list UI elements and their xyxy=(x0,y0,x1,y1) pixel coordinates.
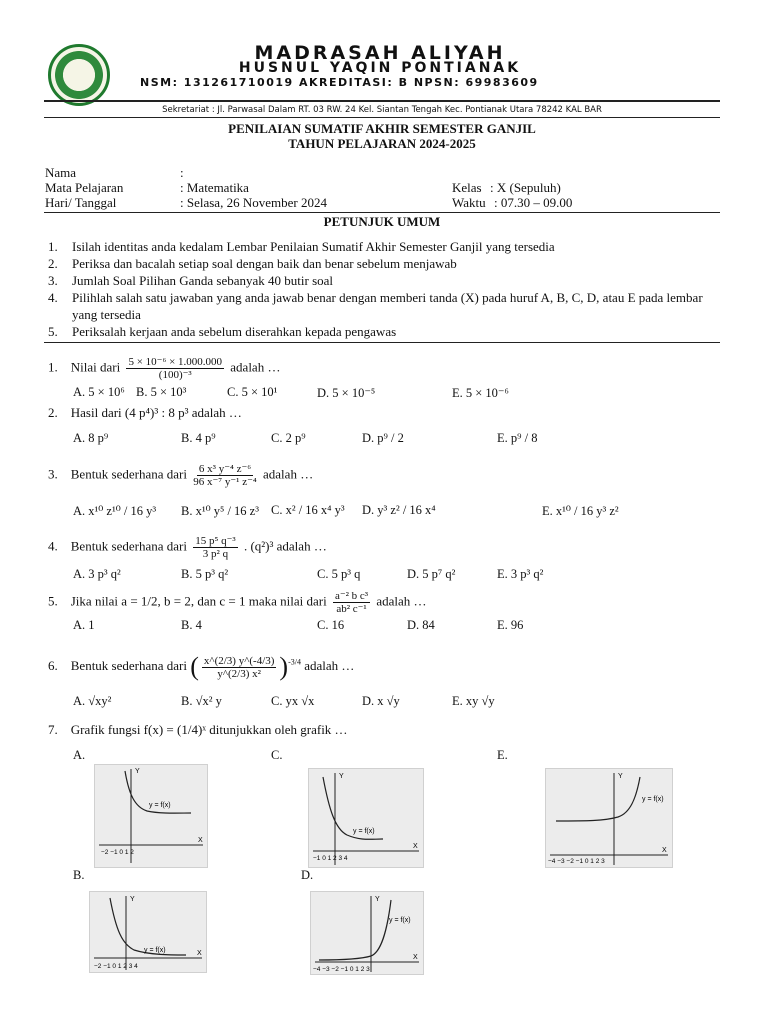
waktu-value: : 07.30 – 09.00 xyxy=(494,195,573,210)
question-text: Nilai dari xyxy=(70,359,121,375)
hari-value: : Selasa, 26 November 2024 xyxy=(180,195,327,210)
instruction-item xyxy=(48,255,720,272)
instructions-list xyxy=(48,238,720,340)
question-text-end: adalah … xyxy=(376,593,427,609)
svg-text:Y: Y xyxy=(135,768,140,775)
option-a[interactable]: A. 3 p³ q² xyxy=(73,567,121,581)
exam-year: TAHUN PELAJARAN 2024-2025 xyxy=(288,136,476,151)
instructions-divider xyxy=(44,342,720,343)
right-paren: ) xyxy=(279,652,289,681)
option-d[interactable]: D. 84 xyxy=(407,618,435,632)
graph-e[interactable] xyxy=(545,768,673,868)
option-e[interactable]: E. 96 xyxy=(497,618,524,632)
svg-text:Y: Y xyxy=(339,773,344,780)
left-paren: ( xyxy=(190,652,199,681)
fraction xyxy=(202,655,277,680)
option-e[interactable]: E. 5 × 10⁻⁶ xyxy=(452,386,509,400)
option-c[interactable]: C. 2 p⁹ xyxy=(271,431,306,445)
svg-text:X: X xyxy=(413,843,418,850)
exponent: -3/4 xyxy=(288,657,301,667)
svg-text:X: X xyxy=(198,837,203,844)
svg-text:X: X xyxy=(662,847,667,854)
fraction-denominator: ab² c⁻¹ xyxy=(336,603,367,615)
instruction-number: 5. xyxy=(48,324,58,339)
option-a[interactable]: A. 8 p⁹ xyxy=(73,431,109,445)
graph-a[interactable] xyxy=(94,764,208,868)
question-number: 7. xyxy=(48,722,58,737)
fraction-denominator: (100)⁻³ xyxy=(158,369,192,381)
curve xyxy=(319,900,391,960)
option-d[interactable]: D. x √y xyxy=(362,694,400,708)
svg-text:Y: Y xyxy=(375,896,380,903)
option-a[interactable]: A. 1 xyxy=(73,618,95,632)
option-b[interactable]: B. x¹⁰ y⁵ / 16 z³ xyxy=(181,504,259,518)
option-b[interactable]: B. 4 xyxy=(181,618,202,632)
svg-text:−4 −3 −2 −1 0 1 2 3: −4 −3 −2 −1 0 1 2 3 xyxy=(548,858,605,865)
svg-text:−1 0 1 2 3 4: −1 0 1 2 3 4 xyxy=(313,855,348,862)
instruction-item xyxy=(48,238,720,255)
question-text: Jika nilai a = 1/2, b = 2, dan c = 1 maka nilai dari xyxy=(70,593,327,609)
option-b[interactable]: B. 5 × 10³ xyxy=(136,385,187,399)
question-6 xyxy=(48,652,354,682)
option-a[interactable]: A. 5 × 10⁶ xyxy=(73,385,125,399)
question-number: 3. xyxy=(48,466,58,482)
curve-label: y = f(x) xyxy=(642,796,664,803)
question-text: Bentuk sederhana dari xyxy=(70,538,187,554)
question-5 xyxy=(48,590,427,615)
instruction-item xyxy=(48,272,720,289)
instructions-heading: PETUNJUK UMUM xyxy=(323,214,441,229)
instruction-text: Isilah identitas anda kedalam Lembar Penilaian Sumatif Akhir Semester Ganjil yang tersedia xyxy=(72,239,555,254)
svg-text:Y: Y xyxy=(130,896,135,903)
school-registration: NSM: 131261710019 AKREDITASI: B NPSN: 69983609 xyxy=(140,76,539,89)
option-b[interactable]: B. √x² y xyxy=(181,694,222,708)
question-text: Grafik fungsi f(x) = (1/4)ˣ ditunjukkan oleh grafik … xyxy=(70,722,348,737)
option-a[interactable]: A. √xy² xyxy=(73,694,112,708)
question-text-end: . (q²)³ adalah … xyxy=(243,538,327,554)
question-1 xyxy=(48,356,280,381)
option-c[interactable]: C. yx √x xyxy=(271,694,315,708)
curve-label: y = f(x) xyxy=(144,947,166,954)
mapel-value: : Matematika xyxy=(180,180,249,195)
question-text: Hasil dari (4 p⁴)³ : 8 p³ adalah … xyxy=(70,405,242,420)
curve-label: y = f(x) xyxy=(353,828,375,835)
curve xyxy=(556,777,640,821)
question-number: 1. xyxy=(48,359,58,375)
curve-label: y = f(x) xyxy=(149,802,171,809)
question-number: 6. xyxy=(48,657,58,673)
mapel-label: Mata Pelajaran xyxy=(45,180,124,195)
instruction-text: Jumlah Soal Pilihan Ganda sebanyak 40 butir soal xyxy=(72,273,334,288)
school-logo xyxy=(48,44,110,106)
question-2 xyxy=(48,405,242,421)
graph-b[interactable] xyxy=(89,891,207,973)
instruction-number: 4. xyxy=(48,290,58,305)
school-name-line2: HUSNUL YAQIN PONTIANAK xyxy=(238,60,522,76)
option-c[interactable]: C. 16 xyxy=(317,618,345,632)
instruction-number: 3. xyxy=(48,273,58,288)
graph-c[interactable] xyxy=(308,768,424,868)
question-7 xyxy=(48,722,348,738)
svg-text:−2 −1 0 1 2: −2 −1 0 1 2 xyxy=(101,849,134,856)
option-d[interactable]: D. y³ z² / 16 x⁴ xyxy=(362,503,436,517)
fraction xyxy=(193,535,237,560)
option-e[interactable]: E. p⁹ / 8 xyxy=(497,431,538,445)
graph-label-d[interactable]: D. xyxy=(301,868,314,882)
graph-label-e[interactable]: E. xyxy=(497,748,508,762)
question-text: Bentuk sederhana dari xyxy=(70,466,187,482)
question-text-end: adalah … xyxy=(304,657,355,673)
option-c[interactable]: C. 5 × 10¹ xyxy=(227,385,278,399)
school-address: Sekretariat : Jl. Parwasal Dalam RT. 03 RW. 24 Kel. Siantan Tengah Kec. Pontianak Utara 78242 KAL BAR xyxy=(162,105,602,115)
option-e[interactable]: E. xy √y xyxy=(452,694,495,708)
fraction-numerator: x^(2/3) y^(-4/3) xyxy=(203,654,275,667)
fraction-denominator: 96 x⁻⁷ y⁻¹ z⁻⁴ xyxy=(193,476,257,488)
header-divider xyxy=(44,100,720,102)
hari-label: Hari/ Tanggal xyxy=(45,195,117,210)
fraction-numerator: 15 p⁵ q⁻³ xyxy=(195,535,236,547)
instruction-item xyxy=(48,289,720,323)
svg-text:Y: Y xyxy=(618,773,623,780)
svg-text:X: X xyxy=(197,950,202,957)
nama-value: : xyxy=(180,165,184,180)
option-d[interactable]: D. 5 p⁷ q² xyxy=(407,567,456,581)
kelas-value: : X (Sepuluh) xyxy=(490,180,561,195)
question-text-end: adalah … xyxy=(263,466,314,482)
svg-text:−4 −3 −2 −1 0 1 2 3: −4 −3 −2 −1 0 1 2 3 xyxy=(313,966,370,973)
instruction-text: Pilihlah salah satu jawaban yang anda jawab benar dengan memberi tanda (X) pada huruf A, B, C, D, atau E pada lembar yang tersedia xyxy=(72,290,703,322)
option-e[interactable]: E. 3 p³ q² xyxy=(497,567,544,581)
curve-label: y = f(x) xyxy=(389,917,411,924)
fraction-numerator: a⁻² b c³ xyxy=(334,590,369,602)
graph-label-c[interactable]: C. xyxy=(271,748,283,762)
waktu-label: Waktu xyxy=(452,195,486,210)
option-c[interactable]: C. 5 p³ q xyxy=(317,567,361,581)
address-divider xyxy=(44,117,720,118)
option-d[interactable]: D. p⁹ / 2 xyxy=(362,431,404,445)
question-number: 4. xyxy=(48,538,58,554)
graph-label-a[interactable]: A. xyxy=(73,748,86,762)
instruction-number: 2. xyxy=(48,256,58,271)
graph-d[interactable] xyxy=(310,891,424,975)
question-3 xyxy=(48,463,313,488)
kelas-label: Kelas xyxy=(452,180,482,195)
question-4 xyxy=(48,535,327,560)
fraction-denominator: y^(2/3) x² xyxy=(217,667,261,680)
svg-text:X: X xyxy=(413,954,418,961)
identity-divider xyxy=(44,212,720,213)
instruction-item xyxy=(48,323,720,340)
fraction xyxy=(126,356,224,381)
instruction-text: Periksa dan bacalah setiap soal dengan baik dan benar sebelum menjawab xyxy=(72,256,457,271)
nama-label: Nama xyxy=(45,165,77,180)
fraction xyxy=(333,590,370,615)
option-a[interactable]: A. x¹⁰ z¹⁰ / 16 y³ xyxy=(73,504,157,518)
question-number: 5. xyxy=(48,593,58,609)
question-text: Bentuk sederhana dari xyxy=(70,657,187,673)
option-b[interactable]: B. 4 p⁹ xyxy=(181,431,216,445)
exam-title: PENILAIAN SUMATIF AKHIR SEMESTER GANJIL xyxy=(228,121,536,136)
option-b[interactable]: B. 5 p³ q² xyxy=(181,567,229,581)
question-text-end: adalah … xyxy=(230,359,281,375)
graph-label-b[interactable]: B. xyxy=(73,868,85,882)
instruction-number: 1. xyxy=(48,239,58,254)
instruction-text: Periksalah kerjaan anda sebelum diserahkan kepada pengawas xyxy=(72,324,397,339)
option-d[interactable]: D. 5 × 10⁻⁵ xyxy=(317,386,376,400)
fraction-numerator: 6 x³ y⁻⁴ z⁻⁶ xyxy=(198,463,252,475)
option-c[interactable]: C. x² / 16 x⁴ y³ xyxy=(271,503,345,517)
question-number: 2. xyxy=(48,405,58,420)
fraction-numerator: 5 × 10⁻⁶ × 1.000.000 xyxy=(128,356,223,368)
svg-text:−2 −1 0 1 2 3 4: −2 −1 0 1 2 3 4 xyxy=(94,963,138,970)
fraction-denominator: 3 p² q xyxy=(202,548,229,560)
fraction xyxy=(193,463,257,488)
school-name-line1: MADRASAH ALIYAH xyxy=(254,42,506,64)
option-e[interactable]: E. x¹⁰ / 16 y³ z² xyxy=(542,504,619,518)
